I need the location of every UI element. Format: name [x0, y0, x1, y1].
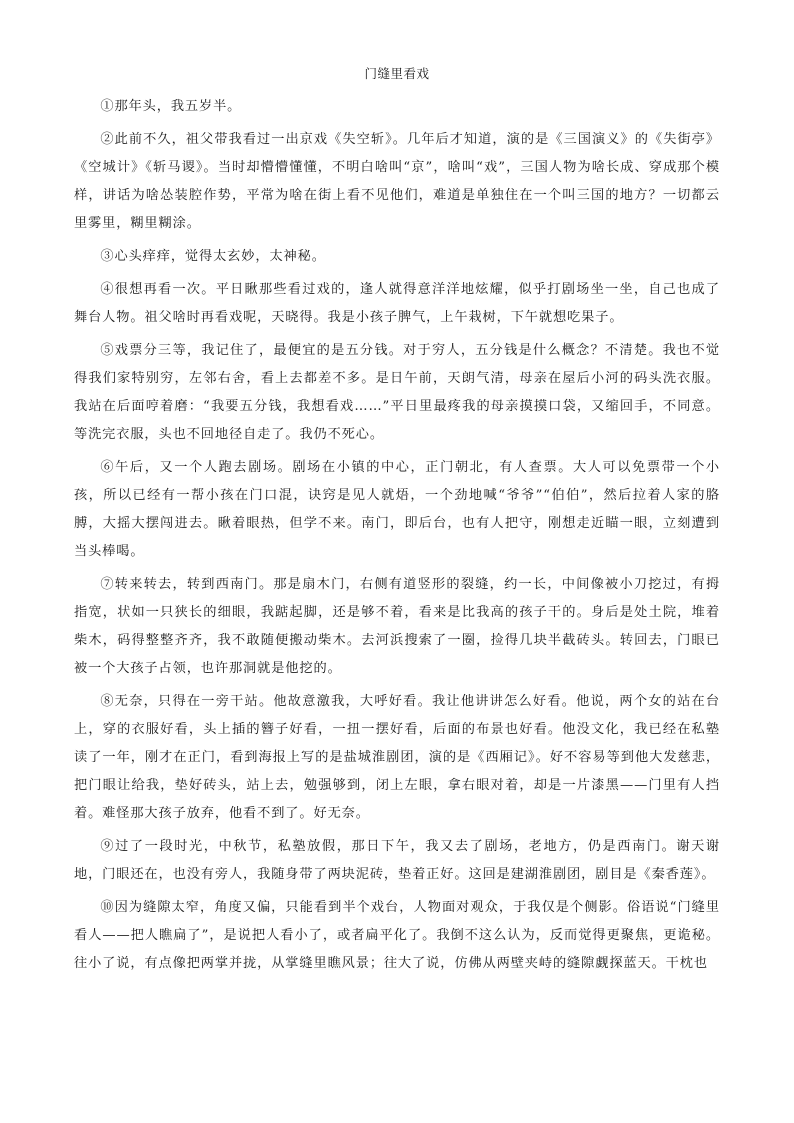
paragraph-3: ③心头痒痒，觉得太玄妙，太神秘。 [100, 249, 326, 264]
article-title: 门缝里看戏 [364, 66, 430, 81]
paragraph-5: ⑤戏票分三等，我记住了，最便宜的是五分钱。对于穷人，五分钱是什么概念？不清楚。我也不觉得我们家特别穷，左邻右舍，看上去都差不多。是日午前，天朗气清，母亲在屋后小河的码头洗衣服。我站在后面哼着磨：“我要五分钱，我想看戏……”平日里最疼我的母亲摸摸口袋，又缩回手，不同意。等洗完衣服，头也不回地径自走了。我仍不死心。 [74, 343, 720, 442]
paragraph-10: ⑩因为缝隙太窄，角度又偏，只能看到半个戏台，人物面对观众，于我仅是个侧影。俗语说“门缝里看人——把人瞧扁了”，是说把人看小了，或者扁平化了。我倒不这么认为，反而觉得更聚焦，更诡秘。往小了说，有点像把两掌并拢，从掌缝里瞧风景；往大了说，仿佛从两壁夹峙的缝隙觑探蓝天。干枕也 [74, 900, 720, 971]
paragraph-8: ⑧无奈，只得在一旁干站。他故意激我，大呼好看。我让他讲讲怎么好看。他说，两个女的站在台上，穿的衣服好看，头上插的簪子好看，一扭一摆好看，后面的布景也好看。他没文化，我已经在私塾读了一年，刚才在正门，看到海报上写的是盐城淮剧团，演的是《西厢记》。好不容易等到他大发慈悲，把门眼让给我，垫好砖头，站上去，勉强够到，闭上左眼，拿右眼对着，却是一片漆黑——门里有人挡着。难怪那大孩子放弃，他看不到了。好无奈。 [74, 694, 720, 821]
paragraph-4: ④很想再看一次。平日瞅那些看过戏的，逢人就得意洋洋地炫耀，似乎打剧场坐一坐，自己也成了舞台人物。祖父啥时再看戏呢，天晓得。我是小孩子脾气，上午栽树，下午就想吃果子。 [74, 282, 720, 325]
article-body [74, 93, 720, 983]
paragraph-2: ②此前不久，祖父带我看过一出京戏《失空斩》。几年后才知道，演的是《三国演义》的《失街亭》《空城计》《斩马谡》。当时却懵懵懂懂，不明白啥叫“京”，啥叫“戏”，三国人物为啥长成、穿成那个模样，讲话为啥怂装腔作势，平常为啥在街上看不见他们，难道是单独住在一个叫三国的地方？一切都云里雾里，糊里糊涂。 [74, 132, 720, 231]
paragraph-9: ⑨过了一段时光，中秋节，私塾放假，那日下午，我又去了剧场，老地方，仍是西南门。谢天谢地，门眼还在，也没有旁人，我随身带了两块泥砖，垫着正好。这回是建湖淮剧团，剧目是《秦香莲》。 [74, 839, 720, 882]
paragraph-7: ⑦转来转去，转到西南门。那是扇木门，右侧有道竖形的裂缝，约一长，中间像被小刀挖过，有拇指宽，状如一只狭长的细眼，我踮起脚，还是够不着，看来是比我高的孩子干的。身后是处土院，堆着柴木，码得整整齐齐，我不敢随便搬动柴木。去河浜搜索了一圈，捡得几块半截砖头。转回去，门眼已被一个大孩子占领，也许那洞就是他挖的。 [74, 577, 720, 676]
paragraph-1: ①那年头，我五岁半。 [100, 99, 242, 114]
paragraph-6: ⑥午后，又一个人跑去剧场。剧场在小镇的中心，正门朝北，有人查票。大人可以免票带一个小孩，所以已经有一帮小孩在门口混，诀窍是见人就焐，一个劲地喊“爷爷”“伯伯”，然后拉着人家的胳膊，大摇大摆闯进去。瞅着眼热，但学不来。南门，即后台，也有人把守，刚想走近瞄一眼，立刻遭到当头棒喝。 [74, 460, 720, 559]
